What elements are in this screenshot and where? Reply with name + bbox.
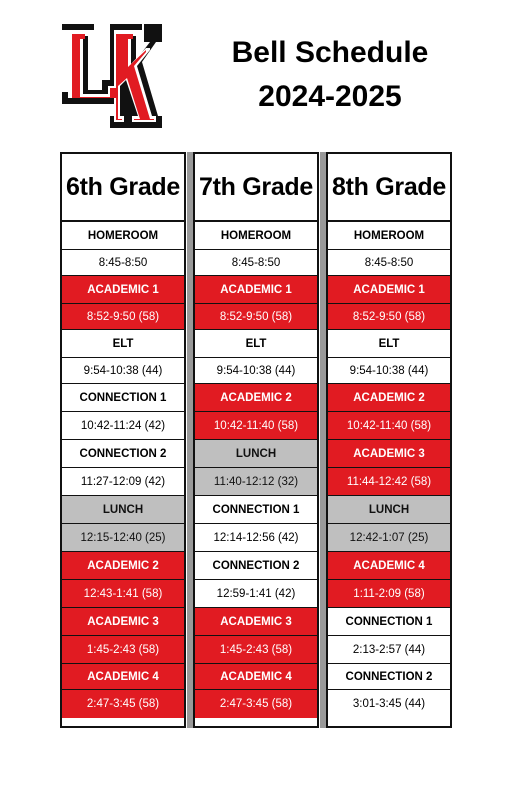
period-name: LUNCH [328, 496, 450, 524]
grade-header: 7th Grade [195, 154, 317, 222]
period-name: HOMEROOM [328, 222, 450, 250]
school-year: 2024-2025 [258, 80, 402, 113]
period-time: 11:44-12:42 (58) [328, 468, 450, 496]
period-time: 10:42-11:40 (58) [328, 412, 450, 440]
period-name: ACADEMIC 3 [195, 608, 317, 636]
period-time: 8:45-8:50 [328, 250, 450, 276]
schedule-table [60, 152, 453, 728]
period-time: 2:47-3:45 (58) [195, 690, 317, 718]
period-time: 12:42-1:07 (25) [328, 524, 450, 552]
period-name: ACADEMIC 3 [62, 608, 184, 636]
period-name: ACADEMIC 2 [62, 552, 184, 580]
period-name: CONNECTION 2 [62, 440, 184, 468]
period-name: HOMEROOM [62, 222, 184, 250]
grade-header: 8th Grade [328, 154, 450, 222]
grade-column [60, 152, 186, 728]
period-time: 12:59-1:41 (42) [195, 580, 317, 608]
period-time: 8:52-9:50 (58) [328, 304, 450, 330]
period-name: CONNECTION 1 [328, 608, 450, 636]
period-time: 1:11-2:09 (58) [328, 580, 450, 608]
period-time: 8:52-9:50 (58) [195, 304, 317, 330]
period-name: ACADEMIC 4 [62, 664, 184, 690]
period-name: ACADEMIC 2 [195, 384, 317, 412]
period-name: LUNCH [62, 496, 184, 524]
period-name: ACADEMIC 1 [62, 276, 184, 304]
period-name: ACADEMIC 1 [195, 276, 317, 304]
period-name: CONNECTION 2 [328, 664, 450, 690]
grade-header: 6th Grade [62, 154, 184, 222]
period-name: ACADEMIC 2 [328, 384, 450, 412]
period-name: ELT [195, 330, 317, 358]
period-time: 2:13-2:57 (44) [328, 636, 450, 664]
period-name: CONNECTION 1 [195, 496, 317, 524]
period-name: HOMEROOM [195, 222, 317, 250]
period-time: 2:47-3:45 (58) [62, 690, 184, 718]
period-time: 9:54-10:38 (44) [328, 358, 450, 384]
period-time: 9:54-10:38 (44) [195, 358, 317, 384]
period-time: 8:52-9:50 (58) [62, 304, 184, 330]
period-time: 11:27-12:09 (42) [62, 468, 184, 496]
period-time: 12:43-1:41 (58) [62, 580, 184, 608]
period-name: ELT [328, 330, 450, 358]
grade-column [326, 152, 452, 728]
school-logo [58, 20, 162, 132]
period-time: 10:42-11:40 (58) [195, 412, 317, 440]
period-name: CONNECTION 2 [195, 552, 317, 580]
period-name: CONNECTION 1 [62, 384, 184, 412]
period-time: 10:42-11:24 (42) [62, 412, 184, 440]
period-time: 1:45-2:43 (58) [195, 636, 317, 664]
period-time: 12:15-12:40 (25) [62, 524, 184, 552]
period-time: 9:54-10:38 (44) [62, 358, 184, 384]
page-title: Bell Schedule [231, 36, 429, 69]
period-name: ACADEMIC 3 [328, 440, 450, 468]
period-name: ACADEMIC 4 [195, 664, 317, 690]
period-time: 8:45-8:50 [195, 250, 317, 276]
period-name: ELT [62, 330, 184, 358]
period-time: 12:14-12:56 (42) [195, 524, 317, 552]
period-name: LUNCH [195, 440, 317, 468]
period-time: 8:45-8:50 [62, 250, 184, 276]
period-name: ACADEMIC 4 [328, 552, 450, 580]
period-time: 3:01-3:45 (44) [352, 698, 426, 710]
period-time: 1:45-2:43 (58) [62, 636, 184, 664]
period-name: ACADEMIC 1 [328, 276, 450, 304]
period-time: 11:40-12:12 (32) [195, 468, 317, 496]
grade-column [193, 152, 319, 728]
